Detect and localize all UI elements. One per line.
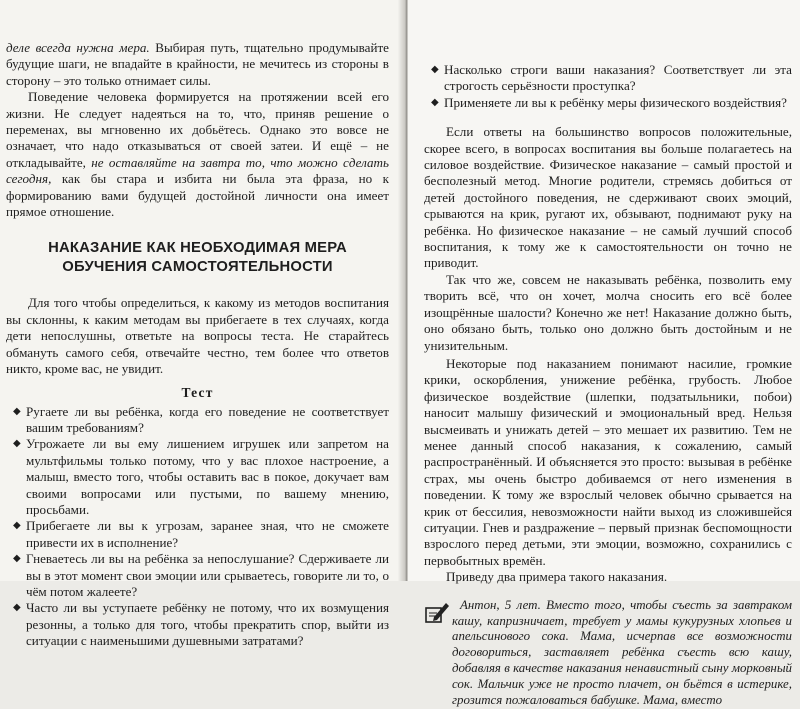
right-page xyxy=(408,0,800,708)
section-heading: НАКАЗАНИЕ КАК НЕОБХОДИМАЯ МЕРА ОБУЧЕНИЯ САМОСТОЯТЕЛЬНОСТИ xyxy=(48,240,347,276)
test-question: ◆ Применяете ли вы к ребёнку меры физического воздействия? xyxy=(431,94,787,110)
bullet-icon: ◆ xyxy=(13,520,21,532)
example-text: Антон, 5 лет. Вместо того, чтобы съесть за завтраком кашу, капризничает, требует у мамы кукурузных хлопьев и апельсинового сока. Мама, исчерпав все возможности договориться, заставляет ребёнка съесть всю кашу, добавляя в качестве наказания ненавистный сыну морковный сок. Мальчик уже не просто плачет, он бьётся в истерике, грозится пожаловаться бабушке. Мама, вместо xyxy=(452,597,792,708)
bullet-icon: ◆ xyxy=(13,602,21,614)
test-title: Тест xyxy=(181,384,214,400)
test-questions-continued xyxy=(424,62,792,111)
italic-phrase: не оставляйте на завтра то, что можно сделать сегодня, xyxy=(6,154,389,187)
test-question: ◆ Часто ли вы уступаете ребёнку не потому, что их возмущения резонны, а только для того, чтобы прекратить спор, выйти из ситуации с наименьшими душевными затратами? xyxy=(13,600,389,649)
bullet-icon: ◆ xyxy=(13,553,21,565)
bullet-icon: ◆ xyxy=(13,405,21,417)
test-question: ◆ Прибегаете ли вы к угрозам, заранее зная, что не сможете привести их в исполнение? xyxy=(13,518,389,550)
paragraph-6: Некоторые под наказанием понимают насилие, громкие крики, оскорбления, унижение ребёнка, грубость. Любое физическое воздействие (шлепки, подзатыльники, побои) наносит малышу физический и эмоциональный вред. Нельзя высмеивать и унижать детей – это мешает их развитию. Тем не менее данный способ наказания, к сожалению, самый распространённый. И объясняется это просто: вызывая в ребёнке страх, мы очень быстро добиваемся от него изменения в поведении. К тому же взрослый человек обычно срывается на крик от бессилия, невозможности найти выход из сложившейся ситуации. Гнев и раздражение – первый признак беспомощности взрослого перед детьми, эти эмоции, возможно, сохранились с первобытных времён. xyxy=(424,355,792,568)
bullet-icon: ◆ xyxy=(431,64,439,75)
pen-note-icon xyxy=(424,599,450,625)
paragraph-1 xyxy=(6,40,389,89)
test-question: ◆ Насколько строги ваши наказания? Соответствует ли эта строгость серьёзности проступка? xyxy=(431,62,792,94)
paragraph-3: Для того чтобы определиться, к какому из методов воспитания вы склонны, к каким методам вы прибегаете в тех случаях, когда дети непослушны, ответьте на вопросы теста. Не старайтесь обмануть самого себя, отвечайте честно, тем более что ответов никто, кроме вас, не увидит. xyxy=(6,295,389,377)
test-question: ◆ Гневаетесь ли вы на ребёнка за непослушание? Сдерживаете ли вы в этот момент свои эмоции или срываетесь, говорите ли то, о чём потом жалеете? xyxy=(13,551,389,599)
left-page xyxy=(0,0,405,649)
paragraph-text: как бы стара и избита ни была эта фраза, но к формированию вами будущей достойной личности она имеет прямое отношение. xyxy=(6,171,389,220)
bullet-icon: ◆ xyxy=(431,96,439,108)
test-question: ◆ Угрожаете ли вы ему лишением игрушек или запретом на мультфильмы только потому, что у вас плохое настроение, а малыш, вместо того, чтобы оставить вас в покое, докучает вам своими вопросами или пустыми, по вашему мнению, просьбами. xyxy=(13,436,389,517)
example-block xyxy=(424,598,792,709)
paragraph-text: Поведение человека формируется на протяжении всей его жизни. Не следует надеяться на то, что, приняв решение о переменах, вы мгновенно их добьётесь. Однако это вовсе не означает, что надо отказываться от своей затеи. И ещё – не откладывайте, xyxy=(6,89,389,170)
paragraph-text: Выбирая путь, тщательно продумывайте будущие шаги, не впадайте в крайности, не мечитесь из стороны в сторону – это только отнимает силы. xyxy=(6,40,389,88)
paragraph-4: Если ответы на большинство вопросов положительные, скорее всего, в вопросах воспитания вы больше полагаетесь на силовое воздействие. Физическое наказание – самый простой и бесполезный метод. Многие родители, стремясь добиться от детей достойного поведения, не сдерживают своих эмоций, срываются на крик, ругают их, обзывают, поднимают руку на ребёнка. Но физическое наказание – не самый лучший способ воспитания, к тому же к самостоятельности он точно не приводит. xyxy=(424,124,792,271)
paragraph-2 xyxy=(6,89,389,220)
bullet-icon: ◆ xyxy=(13,438,21,450)
italic-phrase: деле всегда нужна мера. xyxy=(6,40,150,55)
paragraph-7: Приведу два примера такого наказания. xyxy=(446,569,668,585)
paragraph-5: Так что же, совсем не наказывать ребёнка, позволить ему творить всё, что он хочет, молча сносить его всё более изощрённые шалости? Конечно же нет! Наказание должно быть, оно обязано быть, только оно должно быть достойным и не унизительным. xyxy=(424,271,792,353)
test-question: ◆ Ругаете ли вы ребёнка, когда его поведение не соответствует вашим требованиям? xyxy=(13,403,389,435)
